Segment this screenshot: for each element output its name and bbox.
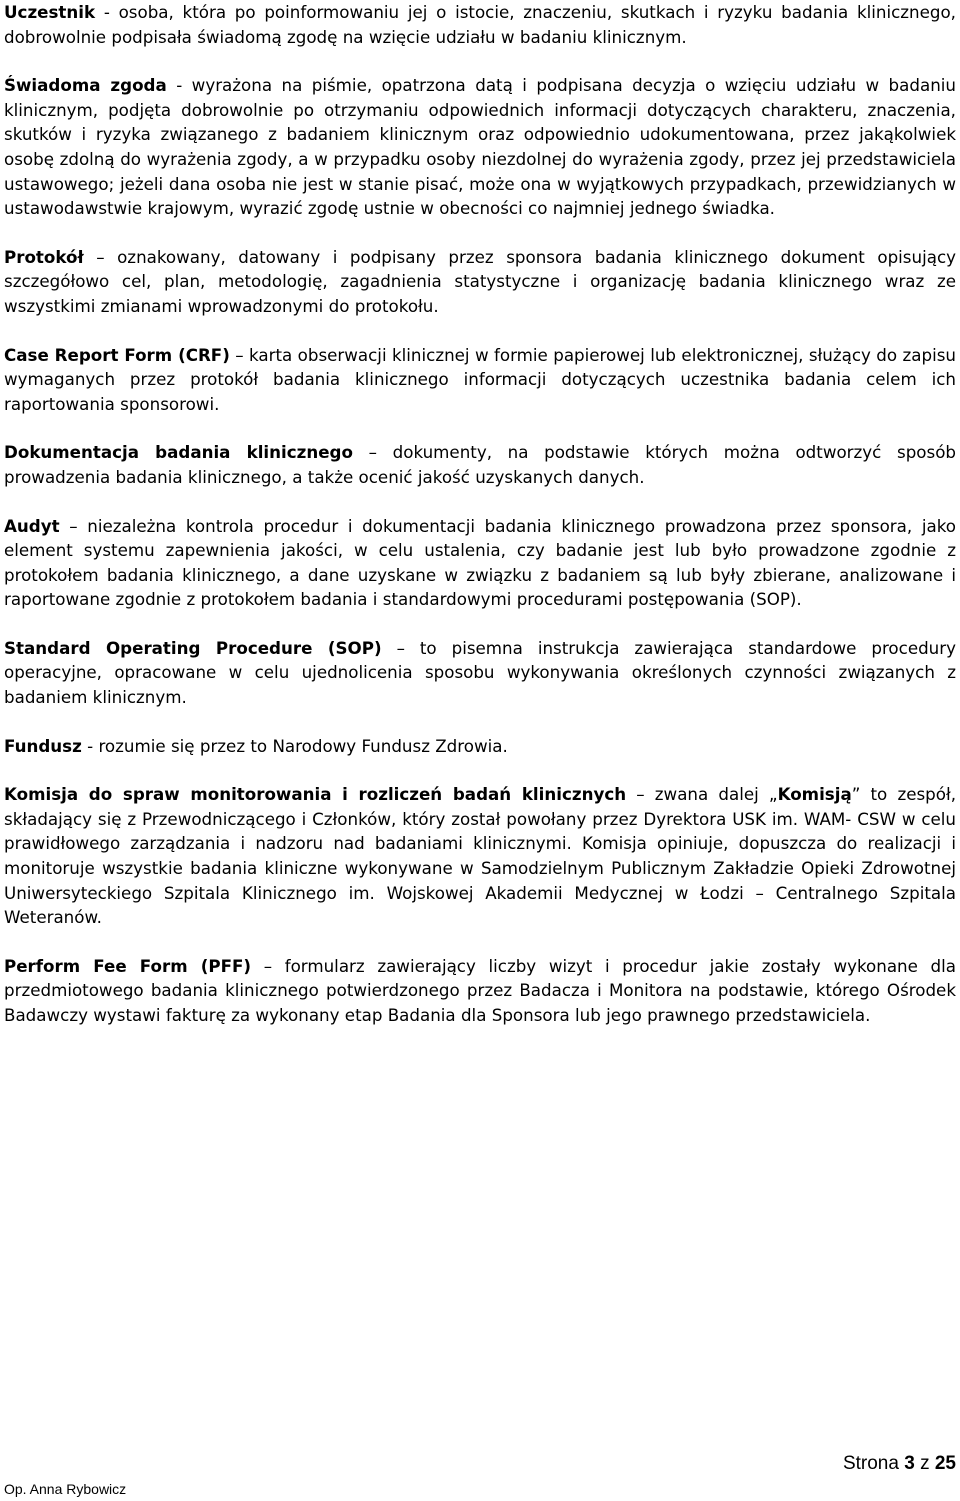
definition-term: Protokół	[4, 246, 84, 267]
definition-crf	[4, 343, 956, 417]
definition-audyt	[4, 514, 956, 612]
definition-text: - osoba, która po poinformowaniu jej o istocie, znaczeniu, skutkach i ryzyku badania klinicznego, dobrowolnie podpisała świadomą zgodę na wzięcie udziału w badaniu klinicznym.	[4, 2, 956, 47]
definition-term: Perform Fee Form (PFF)	[4, 955, 252, 976]
definition-term: Case Report Form (CRF)	[4, 344, 230, 365]
definition-text: – oznakowany, datowany i podpisany przez sponsora badania klinicznego dokument opisujący szczegółowo cel, plan, metodologię, zagadnienia statystyczne i organizację badania klinicznego wraz ze wszystkimi zmianami wprowadzonymi do protokołu.	[4, 246, 956, 316]
document-body	[4, 0, 956, 1052]
definition-text-before: – zwana dalej „	[626, 784, 778, 805]
page-separator: z	[920, 1453, 930, 1474]
definition-pff	[4, 954, 956, 1028]
definition-text: – dokumenty, na podstawie których można odtworzyć sposób prowadzenia badania klinicznego, a także ocenić jakość uzyskanych danych.	[4, 442, 957, 487]
page-word: Strona	[842, 1453, 899, 1474]
definition-term: Standard Operating Procedure (SOP)	[4, 637, 382, 658]
definition-text: - rozumie się przez to Narodowy Fundusz Zdrowia.	[81, 735, 508, 756]
definition-term: Świadoma zgoda	[4, 75, 167, 96]
page-total: 25	[934, 1453, 956, 1474]
definition-fundusz	[4, 734, 956, 759]
definition-sop	[4, 636, 956, 710]
page-number	[843, 1452, 956, 1476]
definition-term: Dokumentacja badania klinicznego	[4, 442, 353, 463]
definition-term: Komisja do spraw monitorowania i rozliczeń badań klinicznych	[4, 784, 627, 805]
definition-term: Fundusz	[4, 735, 82, 756]
definition-uczestnik	[4, 0, 956, 49]
definition-text: – to pisemna instrukcja zawierająca standardowe procedury operacyjne, opracowane w celu ujednolicenia sposobu wykonywania określonych czynności związanych z badaniem klinicznym.	[4, 637, 956, 708]
definition-text: – karta obserwacji klinicznej w formie papierowej lub elektronicznej, służący do zapisu wymaganych przez protokół badania klinicznego informacji dotyczących uczestnika badania celem ich raportowania sponsorowi.	[4, 344, 956, 414]
footer-author: Op. Anna Rybowicz	[4, 1481, 127, 1497]
page-current: 3	[904, 1453, 915, 1474]
definition-text: – niezależna kontrola procedur i dokumentacji badania klinicznego prowadzona przez sponsora, jako element systemu zapewnienia jakości, w celu ustalenia, czy badanie jest lub było prowadzone zgodnie z protokołem badania klinicznego, a dane uzyskane w związku z badaniem są lub były zbierane, analizowane i raportowane zgodnie z protokołem badania i standardowymi procedurami postępowania (SOP).	[4, 515, 956, 610]
definition-term: Audyt	[4, 515, 60, 536]
definition-komisja	[4, 782, 956, 930]
definition-term: Uczestnik	[4, 2, 96, 22]
definition-text: - wyrażona na piśmie, opatrzona datą i podpisana decyzja o wzięciu udziału w badaniu klinicznym, podjęta dobrowolnie po otrzymaniu odpowiednich informacji dotyczących charakteru, znaczenia, skutków i ryzyka związanego z badaniem klinicznym oraz odpowiednio udokumentowana, przez jakąkolwiek osobę zdolną do wyrażenia zgody, a w przypadku osoby niezdolnej do wyrażenia zgody, przez jej przedstawiciela ustawowego; jeżeli dana osoba nie jest w stanie pisać, może ona w wyjątkowych przypadkach, przewidzianych w ustawodawstwie krajowym, wyrazić zgodę ustnie w obecności co najmniej jednego świadka.	[4, 75, 956, 219]
definition-inline-term: Komisją	[777, 784, 852, 805]
definition-text: – formularz zawierający liczby wizyt i procedur jakie zostały wykonane dla przedmiotowego badania klinicznego potwierdzonego przez Badacza i Monitora na podstawie, którego Ośrodek Badawczy wystawi fakturę za wykonany etap Badania dla Sponsora lub jego prawnego przedstawiciela.	[4, 955, 956, 1025]
definition-swiadoma-zgoda	[4, 73, 956, 221]
definition-protokol	[4, 245, 956, 319]
definition-dokumentacja	[4, 440, 956, 489]
definition-text: ” to zespół, składający się z Przewodniczącego i Członków, który został powołany przez Dyrektora USK im. WAM- CSW w celu prawidłowego zarządzania i nadzoru nad badaniami klinicznymi. Komisja opiniuje, dopuszcza do realizacji i monitoruje wszystkie badania kliniczne wykonywane w Samodzielnym Publicznym Zakładzie Opieki Zdrowotnej Uniwersyteckiego Szpitala Klinicznego im. Wojskowej Akademii Medycznej w Łodzi – Centralnego Szpitala Weteranów.	[4, 784, 957, 928]
